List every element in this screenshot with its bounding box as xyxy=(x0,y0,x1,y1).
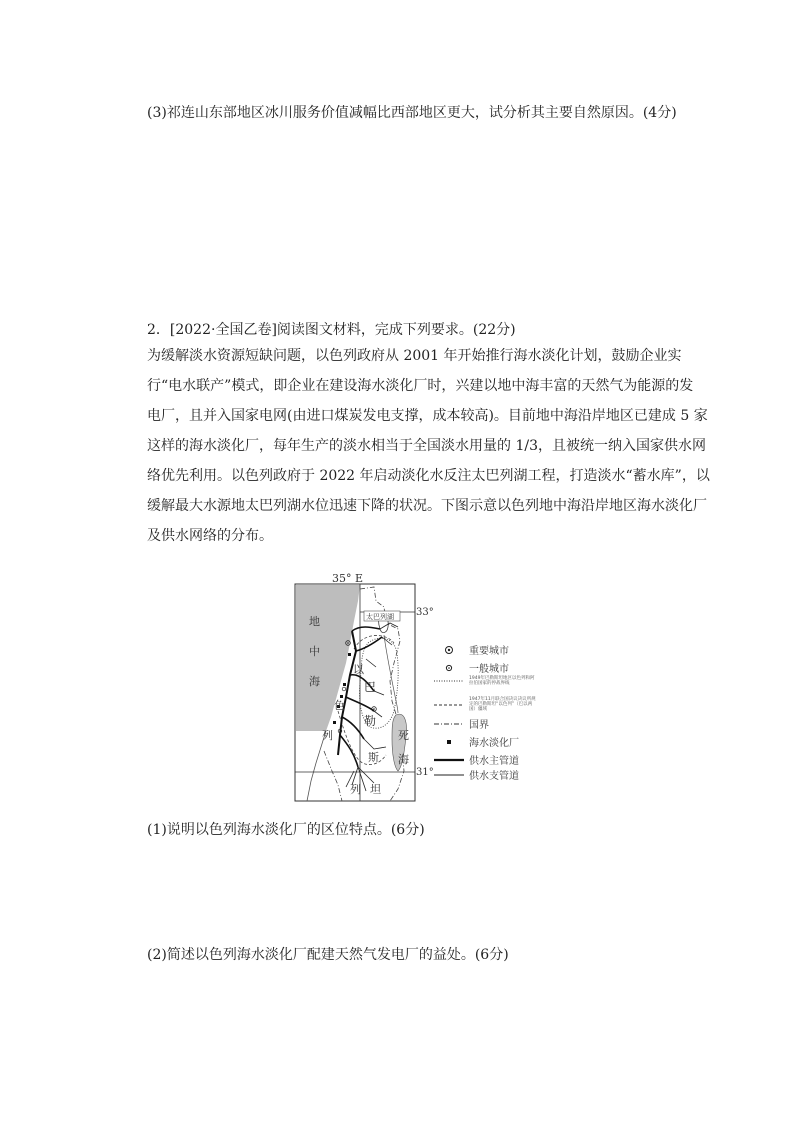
material-line: 络优先利用。以色列政府于 2022 年启动淡化水反注太巴列湖工程，打造淡水“蓄水库”，以 xyxy=(147,468,710,484)
material-line: 及供水网络的分布。 xyxy=(147,528,273,544)
legend-1947-line: 1947年11月联合国决议决议所规定的巴勒斯坦“以色列”（巴以两国）疆域 xyxy=(469,697,536,712)
question-3: (3)祁连山东部地区冰川服务价值减幅比西部地区更大，试分析其主要自然原因。(4分) xyxy=(147,105,677,121)
israel-label-1: 以 xyxy=(353,663,364,676)
legend-1949-line: 1949年巴勒斯坦地区以色列和阿拉伯国家的停战界线 xyxy=(469,676,535,686)
longitude-label: 35° E xyxy=(332,572,364,585)
sea-label-1: 地 xyxy=(309,615,320,628)
lake-tiberias-label: 太巴列湖 xyxy=(366,613,394,621)
legend-general-city: 一般城市 xyxy=(434,660,509,675)
material-line: 电厂，且并入国家电网(由进口煤炭发电支撑，成本较高)。目前地中海沿岸地区已建成 5 家 xyxy=(147,408,708,424)
question-2-header: 2．[2022·全国乙卷]阅读图文材料，完成下列要求。(22分) xyxy=(147,322,516,338)
legend-plant: 海水淡化厂 xyxy=(434,734,519,749)
israel-label-3: 列 xyxy=(322,729,333,742)
mediterranean-sea xyxy=(296,585,360,731)
palestine-label-4: 坦 xyxy=(370,783,381,796)
material-line: 这样的海水淡化厂，每年生产的淡水相当于全国淡水用量的 1/3，且被统一纳入国家供水网 xyxy=(147,438,706,454)
sea-label-3: 海 xyxy=(309,675,320,688)
palestine-label-3: 斯 xyxy=(368,751,379,764)
sub-question-1: (1)说明以色列海水淡化厂的区位特点。(6分) xyxy=(147,822,425,838)
legend-border: 国界 xyxy=(469,720,489,731)
legend-main-pipe: 供水主管道 xyxy=(469,756,519,767)
israel-label-2: 色 xyxy=(334,699,345,712)
palestine-label-2: 勒 xyxy=(364,714,377,728)
palestine-label-1: 巴 xyxy=(364,680,377,694)
israel-label-4: 列 xyxy=(350,783,361,796)
dead-sea-label-2: 海 xyxy=(398,753,409,766)
material-line: 行“电水联产”模式，即企业在建设海水淡化厂时，兴建以地中海丰富的天然气为能源的发 xyxy=(147,378,694,394)
material-line: 缓解最大水源地太巴列湖水位迅速下降的状况。下图示意以色列地中海沿岸地区海水淡化厂 xyxy=(147,498,707,514)
material-line: 为缓解淡水资源短缺问题，以色列政府从 2001 年开始推行海水淡化计划，鼓励企业实 xyxy=(147,348,682,364)
question-2-material xyxy=(147,341,710,551)
sub-question-2: (2)简述以色列海水淡化厂配建天然气发电厂的益处。(6分) xyxy=(147,947,509,963)
dead-sea-label-1: 死 xyxy=(398,729,409,742)
sea-label-2: 中 xyxy=(309,645,320,658)
latitude-31-label: 31° xyxy=(416,767,434,778)
legend-major-city: 重要城市 xyxy=(434,642,509,657)
legend-branch-pipe: 供水支管道 xyxy=(469,771,519,782)
latitude-33-label: 33° xyxy=(416,607,434,618)
